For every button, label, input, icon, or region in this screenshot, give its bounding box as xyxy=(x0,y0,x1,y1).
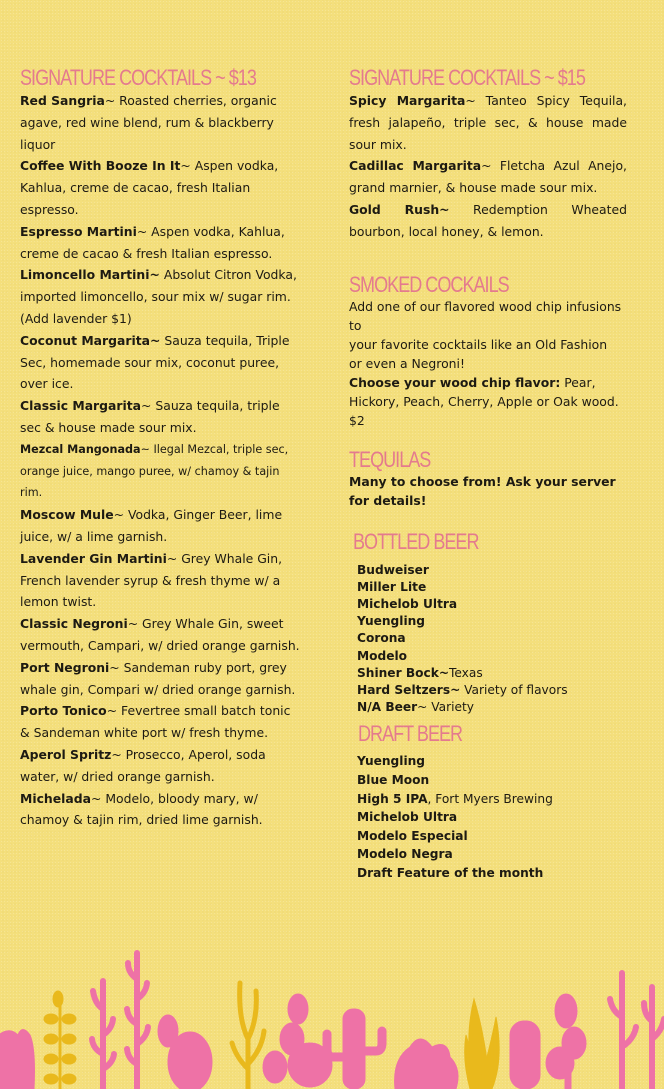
menu-item xyxy=(349,199,627,243)
signature-13-list xyxy=(20,90,300,831)
succulent-icon xyxy=(0,1030,35,1089)
branch-cactus-icon xyxy=(610,973,636,1089)
item-name: Porto Tonico xyxy=(20,703,107,719)
item-name: Cadillac Margarita xyxy=(349,158,482,174)
beer-name: Blue Moon xyxy=(357,773,430,787)
beer-name: Yuengling xyxy=(357,614,426,629)
separator: ~ xyxy=(109,659,124,675)
right-column xyxy=(349,66,627,883)
menu-item xyxy=(20,155,300,220)
item-name: Aperol Spritz xyxy=(20,746,112,762)
signature-13-heading: SIGNATURE COCKTAILS ~ $13 xyxy=(20,65,256,90)
menu-item xyxy=(20,439,300,504)
separator: ~ xyxy=(481,158,500,174)
item-desc: Redemption Wheated bourbon, local honey, & lemon. xyxy=(349,201,627,239)
separator: ~ xyxy=(104,93,120,108)
prickly-pear-icon xyxy=(546,994,586,1089)
item-name: Limoncello Martini~ xyxy=(20,267,160,283)
item-name: Port Negroni xyxy=(20,659,110,675)
saguaro-cactus-icon xyxy=(327,1009,382,1089)
menu-item xyxy=(20,90,300,155)
beer-item xyxy=(357,579,627,596)
beer-note: Texas xyxy=(449,665,483,680)
item-desc: Grey Whale Gin, sweet vermouth, Campari, w/ dried orange garnish. xyxy=(20,616,300,653)
menu-item xyxy=(20,788,300,832)
item-name: Spicy Margarita xyxy=(349,93,466,108)
item-desc: Vodka, Ginger Beer, lime juice, w/ a lime garnish. xyxy=(20,507,283,544)
tequilas-text: Many to choose from! Ask your server for details! xyxy=(349,473,616,508)
item-name: Moscow Mule xyxy=(20,507,114,523)
separator: ~ xyxy=(140,442,154,456)
branch-cactus-icon xyxy=(127,953,148,1089)
menu-item xyxy=(20,264,300,329)
beer-name: Corona xyxy=(357,631,406,646)
menu-item xyxy=(20,221,300,265)
flavor-label: Choose your wood chip flavor: xyxy=(349,374,561,390)
leafy-plant-icon xyxy=(44,991,76,1089)
beer-note: ~ Variety xyxy=(417,700,475,715)
beer-name: Shiner Bock~ xyxy=(357,665,450,680)
separator: ~ xyxy=(91,790,106,806)
prickly-pear-icon xyxy=(263,994,332,1087)
left-column xyxy=(20,66,300,831)
separator: ~ xyxy=(113,507,128,523)
wood-chip-flavors xyxy=(349,373,627,430)
menu-item xyxy=(349,155,627,199)
beer-item xyxy=(357,665,627,682)
separator xyxy=(450,202,473,217)
item-desc: Modelo, bloody mary, w/ chamoy & tajin rim, dried lime garnish. xyxy=(20,790,263,828)
separator: ~ xyxy=(166,550,182,566)
item-desc: Absolut Citron Vodka, imported limoncello, sour mix w/ sugar rim. (Add lavender $1) xyxy=(20,267,297,326)
menu-item xyxy=(20,744,300,788)
item-desc: Grey Whale Gin, French lavender syrup & fresh thyme w/ a lemon twist. xyxy=(20,550,283,610)
beer-item xyxy=(357,808,627,827)
item-name: Michelada xyxy=(20,790,91,806)
menu-item xyxy=(349,90,627,155)
agave-plant-icon xyxy=(465,999,500,1089)
beer-name: Draft Feature of the month xyxy=(357,865,544,880)
smoked-intro-line: Add one of our flavored wood chip infusions to xyxy=(349,298,622,333)
column-cactus-icon xyxy=(510,1021,540,1089)
draft-beer-list xyxy=(357,752,627,882)
item-desc: Roasted cherries, organic agave, red wine blend, rum & blackberry liquor xyxy=(20,93,277,152)
item-name: Classic Margarita xyxy=(20,398,142,414)
menu-item xyxy=(20,330,300,395)
beer-item xyxy=(357,682,627,699)
beer-item xyxy=(357,699,627,716)
menu-item xyxy=(20,548,300,613)
item-desc: Aspen vodka, Kahlua, creme de cacao, fresh Italian espresso. xyxy=(20,158,279,217)
separator: ~ xyxy=(106,703,122,719)
menu-item xyxy=(20,657,300,701)
menu-item xyxy=(20,395,300,439)
item-desc: Fevertree small batch tonic & Sandeman white port w/ fresh thyme. xyxy=(20,703,291,741)
succulent-icon xyxy=(395,1039,458,1089)
menu-item xyxy=(20,700,300,744)
item-name: Espresso Martini xyxy=(20,223,137,239)
item-desc: Sauza tequila, triple sec & house made sour mix. xyxy=(20,398,280,435)
item-name: Lavender Gin Martini xyxy=(20,550,167,566)
bottled-beer-list xyxy=(357,562,627,717)
item-name: Coffee With Booze In It xyxy=(20,158,181,174)
beer-item xyxy=(357,596,627,613)
separator: ~ xyxy=(141,398,156,414)
item-desc: Fletcha Azul Anejo, grand marnier, & house made sour mix. xyxy=(349,158,627,196)
beer-name: Modelo Especial xyxy=(357,828,468,843)
beer-item xyxy=(357,562,627,579)
beer-note: , Fort Myers Brewing xyxy=(427,791,553,806)
menu-item xyxy=(20,613,300,657)
beer-name: N/A Beer xyxy=(357,700,418,715)
branch-cactus-icon xyxy=(92,981,114,1089)
beer-item xyxy=(357,790,627,809)
beer-item xyxy=(357,613,627,630)
item-name: Gold Rush~ xyxy=(349,201,450,217)
menu-item xyxy=(20,504,300,548)
smoked-cocktails-heading: SMOKED COCKAILS xyxy=(349,271,509,297)
beer-name: Modelo xyxy=(357,648,408,663)
item-desc: Tanteo Spicy Tequila, fresh jalapeño, triple sec, & house made sour mix. xyxy=(349,93,627,152)
signature-15-heading: SIGNATURE COCKTAILS ~ $15 xyxy=(349,65,585,90)
item-name: Mezcal Mangonada xyxy=(20,442,141,456)
beer-name: Miller Lite xyxy=(357,579,427,594)
beer-item xyxy=(357,630,627,647)
beer-item xyxy=(357,827,627,846)
item-desc: Aspen vodka, Kahlua, creme de cacao & fresh Italian espresso. xyxy=(20,223,285,261)
bottled-beer-heading: BOTTLED BEER xyxy=(353,528,479,554)
separator: ~ xyxy=(127,616,143,632)
signature-15-list xyxy=(349,90,627,243)
item-desc: Sauza tequila, Triple Sec, homemade sour mix, coconut puree, over ice. xyxy=(20,332,290,392)
cactus-border-illustration xyxy=(0,939,664,1089)
item-name: Coconut Margarita~ xyxy=(20,332,161,348)
separator: ~ xyxy=(111,746,126,762)
beer-note: Variety of flavors xyxy=(460,683,568,697)
beer-item xyxy=(357,864,627,883)
beer-name: High 5 IPA xyxy=(357,791,428,806)
beer-name: Hard Seltzers~ xyxy=(357,683,461,697)
smoked-intro-line: or even a Negroni! xyxy=(349,355,465,371)
beer-item xyxy=(357,648,627,665)
beer-item xyxy=(357,845,627,864)
barrel-cactus-icon xyxy=(158,1015,212,1089)
branch-cactus-icon xyxy=(644,987,664,1089)
beer-name: Modelo Negra xyxy=(357,847,453,862)
flavor-list: Pear, Hickory, Peach, Cherry, Apple or Oak wood. $2 xyxy=(349,374,619,428)
beer-name: Michelob Ultra xyxy=(357,810,458,825)
draft-beer-heading: DRAFT BEER xyxy=(358,721,463,747)
separator: ~ xyxy=(180,158,195,174)
smoked-intro-line: your favorite cocktails like an Old Fashion xyxy=(349,336,608,352)
separator: ~ xyxy=(465,93,486,108)
beer-name: Yuengling xyxy=(357,754,426,769)
separator: ~ xyxy=(136,223,152,239)
beer-item xyxy=(357,752,627,771)
beer-item xyxy=(357,771,627,790)
item-desc: Prosecco, Aperol, soda water, w/ dried orange garnish. xyxy=(20,746,266,784)
item-desc: Ilegal Mezcal, triple sec, orange juice, mango puree, w/ chamoy & tajin rim. xyxy=(20,442,289,500)
beer-name: Michelob Ultra xyxy=(357,596,458,611)
tequilas-heading: TEQUILAS xyxy=(349,446,431,472)
smoked-cocktails-section xyxy=(349,297,627,430)
beer-name: Budweiser xyxy=(357,562,429,577)
fork-plant-icon xyxy=(232,983,264,1089)
item-desc: Sandeman ruby port, grey whale gin, Compari w/ dried orange garnish. xyxy=(20,659,296,697)
item-name: Classic Negroni xyxy=(20,616,128,632)
item-name: Red Sangria xyxy=(20,93,105,108)
